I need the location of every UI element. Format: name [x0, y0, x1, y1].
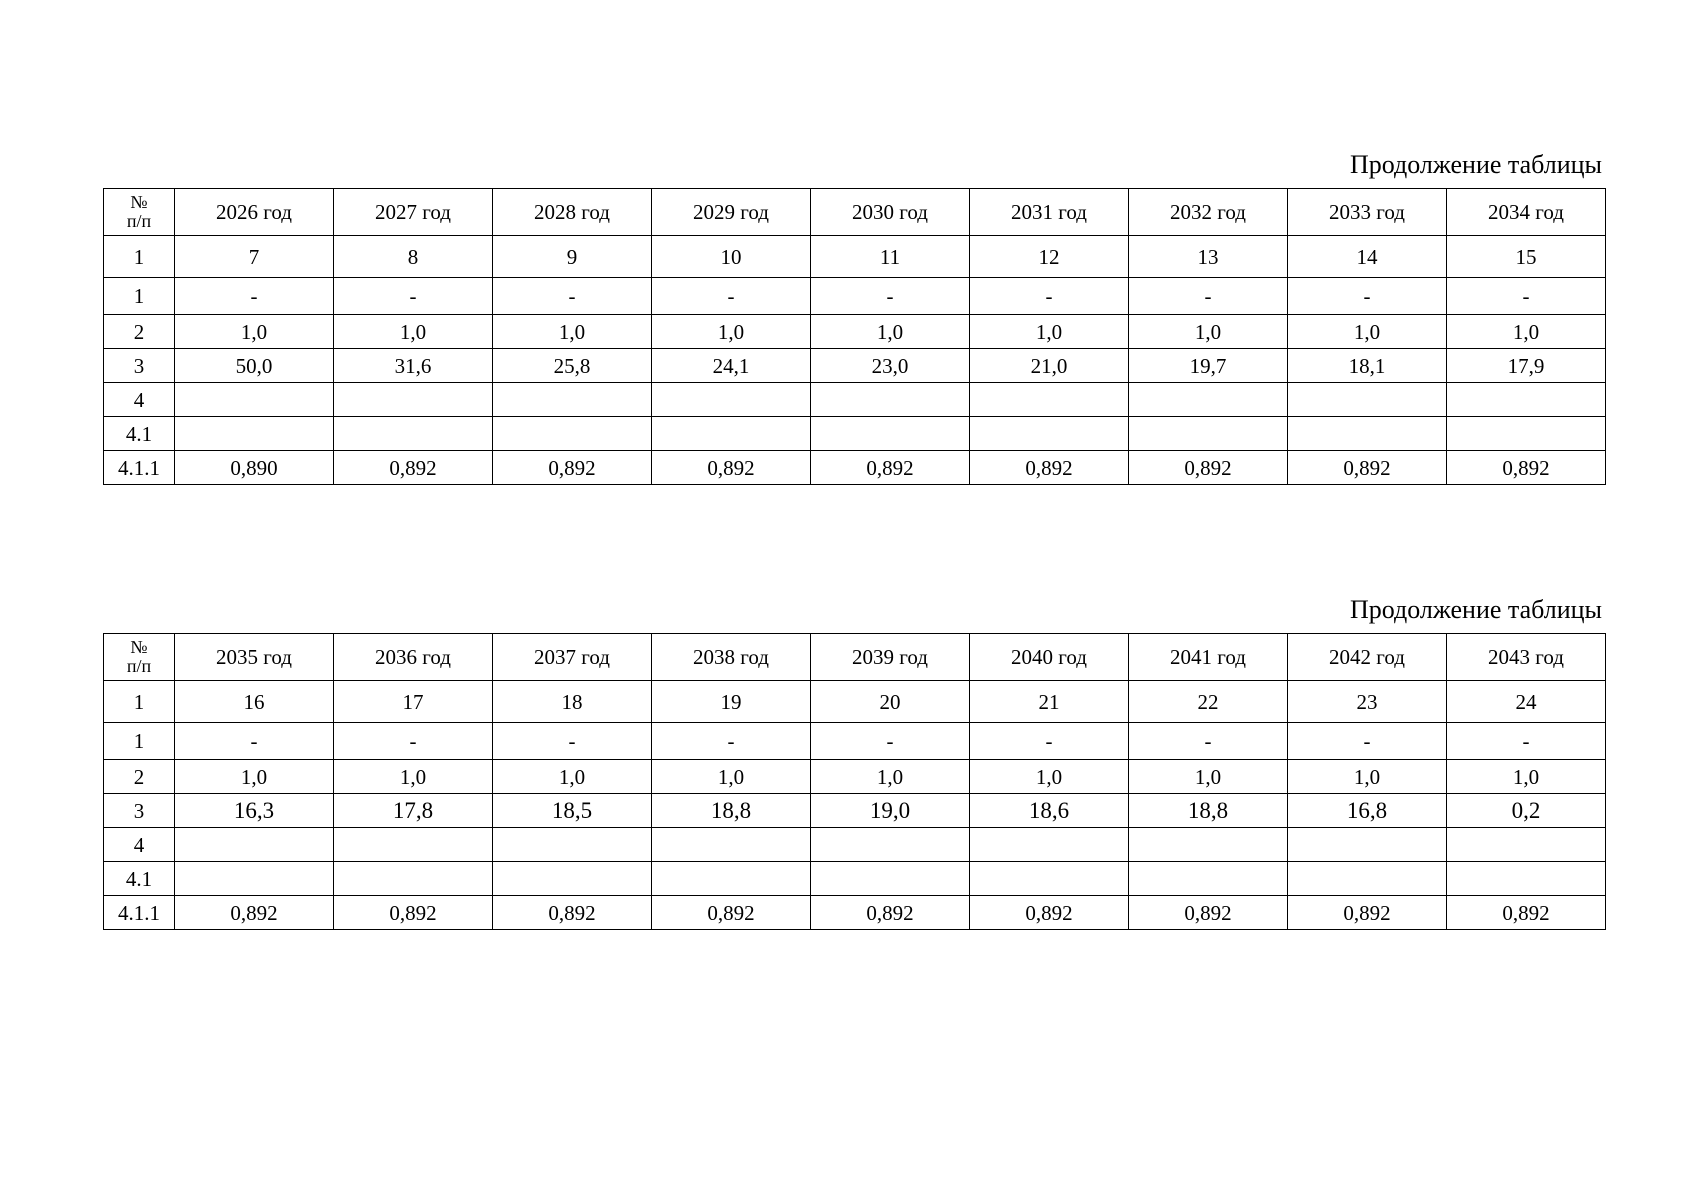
- table-cell: [1288, 383, 1447, 417]
- table-cell: [970, 417, 1129, 451]
- column-header: 2028 год: [493, 189, 652, 236]
- table-cell: [493, 417, 652, 451]
- table-cell: 21,0: [970, 349, 1129, 383]
- table-cell: 15: [1447, 236, 1606, 278]
- table-row: [104, 349, 1606, 383]
- table-cell: [334, 862, 493, 896]
- table-cell: 11: [811, 236, 970, 278]
- row-number-header: № п/п: [104, 189, 175, 236]
- table-cell: -: [1447, 278, 1606, 315]
- table-cell: 18,5: [493, 794, 652, 828]
- table-cell: [1447, 862, 1606, 896]
- table-row: [104, 794, 1606, 828]
- table-cell: [175, 862, 334, 896]
- table-cell: [175, 417, 334, 451]
- table-cell: 1,0: [970, 760, 1129, 794]
- table-cell: 1,0: [493, 315, 652, 349]
- table-row: [104, 383, 1606, 417]
- table-cell: 18,1: [1288, 349, 1447, 383]
- table-cell: 10: [652, 236, 811, 278]
- column-header: 2031 год: [970, 189, 1129, 236]
- table-header-row: [104, 634, 1606, 681]
- table-row: [104, 723, 1606, 760]
- table-cell: 18,8: [1129, 794, 1288, 828]
- table-cell: 1,0: [1129, 760, 1288, 794]
- table-cell: -: [1447, 723, 1606, 760]
- table-cell: 0,892: [970, 896, 1129, 930]
- table-cell: 0,892: [334, 896, 493, 930]
- table-row: [104, 278, 1606, 315]
- table-cell: [493, 828, 652, 862]
- table-cell: 24,1: [652, 349, 811, 383]
- table-cell: 0,892: [175, 896, 334, 930]
- table-cell: [811, 862, 970, 896]
- table-row: [104, 862, 1606, 896]
- table-cell: [811, 828, 970, 862]
- column-header: 2027 год: [334, 189, 493, 236]
- table-cell: [175, 828, 334, 862]
- table-cell: -: [970, 723, 1129, 760]
- table-cell: [970, 862, 1129, 896]
- table-cell: 1,0: [1129, 315, 1288, 349]
- table-cell: 1,0: [334, 315, 493, 349]
- table-cell: 0,892: [1288, 896, 1447, 930]
- table-cell: [652, 383, 811, 417]
- table-row: [104, 315, 1606, 349]
- column-header: 2030 год: [811, 189, 970, 236]
- table-cell: 0,892: [1129, 896, 1288, 930]
- table-cell: 0,892: [652, 451, 811, 485]
- row-label: 2: [104, 760, 175, 794]
- table-cell: [1129, 417, 1288, 451]
- table-cell: -: [811, 278, 970, 315]
- table-caption: Продолжение таблицы: [1350, 595, 1602, 624]
- table-cell: 13: [1129, 236, 1288, 278]
- table-cell: 16,3: [175, 794, 334, 828]
- table-cell: -: [970, 278, 1129, 315]
- table-cell: [652, 828, 811, 862]
- table-cell: 19,7: [1129, 349, 1288, 383]
- table-cell: -: [811, 723, 970, 760]
- table-cell: 1,0: [1447, 315, 1606, 349]
- table-cell: [652, 862, 811, 896]
- table-cell: 0,892: [1288, 451, 1447, 485]
- table-row: [104, 896, 1606, 930]
- table-cell: 17,9: [1447, 349, 1606, 383]
- table-cell: 18: [493, 681, 652, 723]
- table-cell: 0,892: [811, 451, 970, 485]
- row-label: 4: [104, 383, 175, 417]
- table-row: [104, 760, 1606, 794]
- table-cell: 17: [334, 681, 493, 723]
- table-cell: -: [493, 723, 652, 760]
- table-cell: 0,2: [1447, 794, 1606, 828]
- table-cell: 0,892: [493, 451, 652, 485]
- column-header: 2036 год: [334, 634, 493, 681]
- table-cell: [175, 383, 334, 417]
- table-cell: [652, 417, 811, 451]
- table-cell: 16,8: [1288, 794, 1447, 828]
- table-cell: [334, 383, 493, 417]
- table-cell: [1129, 828, 1288, 862]
- table-cell: -: [493, 278, 652, 315]
- table-cell: [1129, 862, 1288, 896]
- table-cell: -: [1129, 278, 1288, 315]
- column-header: 2039 год: [811, 634, 970, 681]
- table-cell: 16: [175, 681, 334, 723]
- table-cell: 1,0: [652, 315, 811, 349]
- table-cell: -: [652, 723, 811, 760]
- table-cell: [1447, 383, 1606, 417]
- table-cell: [1129, 383, 1288, 417]
- table-cell: 50,0: [175, 349, 334, 383]
- table-cell: [811, 417, 970, 451]
- table-cell: 1,0: [1288, 315, 1447, 349]
- table-cell: 21: [970, 681, 1129, 723]
- table-cell: [493, 862, 652, 896]
- table-cell: 31,6: [334, 349, 493, 383]
- row-label: 4.1: [104, 862, 175, 896]
- table-cell: [1288, 862, 1447, 896]
- column-header: 2033 год: [1288, 189, 1447, 236]
- table-cell: 19,0: [811, 794, 970, 828]
- table-cell: [970, 383, 1129, 417]
- table-cell: 0,892: [652, 896, 811, 930]
- column-header: 2042 год: [1288, 634, 1447, 681]
- table-cell: [493, 383, 652, 417]
- table-cell: 0,892: [1447, 451, 1606, 485]
- table-cell: 0,892: [1447, 896, 1606, 930]
- table-cell: -: [1129, 723, 1288, 760]
- table-cell: 0,892: [811, 896, 970, 930]
- table-cell: 23: [1288, 681, 1447, 723]
- table-cell: 20: [811, 681, 970, 723]
- table-cell: [1288, 828, 1447, 862]
- column-header: 2038 год: [652, 634, 811, 681]
- table-cell: [334, 417, 493, 451]
- table-cell: 1,0: [175, 760, 334, 794]
- column-header: 2040 год: [970, 634, 1129, 681]
- table-cell: 0,892: [334, 451, 493, 485]
- row-label: 2: [104, 315, 175, 349]
- table-cell: 18,6: [970, 794, 1129, 828]
- table-cell: 7: [175, 236, 334, 278]
- table-cell: 1,0: [175, 315, 334, 349]
- table-cell: -: [1288, 723, 1447, 760]
- table-cell: 0,890: [175, 451, 334, 485]
- column-header: 2035 год: [175, 634, 334, 681]
- row-label: 3: [104, 794, 175, 828]
- table-cell: -: [334, 278, 493, 315]
- row-label: 3: [104, 349, 175, 383]
- column-index-row: [104, 236, 1606, 278]
- column-header: 2037 год: [493, 634, 652, 681]
- column-header: 2043 год: [1447, 634, 1606, 681]
- row-number-header: № п/п: [104, 634, 175, 681]
- row-label: 1: [104, 681, 175, 723]
- table-cell: 23,0: [811, 349, 970, 383]
- table-cell: 1,0: [1288, 760, 1447, 794]
- table-cell: 19: [652, 681, 811, 723]
- table-cell: 22: [1129, 681, 1288, 723]
- table-cell: [811, 383, 970, 417]
- table-cell: 0,892: [493, 896, 652, 930]
- table-cell: 1,0: [1447, 760, 1606, 794]
- table-cell: -: [1288, 278, 1447, 315]
- table-cell: 8: [334, 236, 493, 278]
- column-header: 2032 год: [1129, 189, 1288, 236]
- table-cell: 14: [1288, 236, 1447, 278]
- data-table-2026-2034: [103, 188, 1606, 485]
- row-label: 1: [104, 723, 175, 760]
- column-header: 2034 год: [1447, 189, 1606, 236]
- table-cell: [1447, 828, 1606, 862]
- table-cell: [334, 828, 493, 862]
- row-label: 4.1.1: [104, 896, 175, 930]
- table-cell: 25,8: [493, 349, 652, 383]
- column-header: 2026 год: [175, 189, 334, 236]
- table-row: [104, 417, 1606, 451]
- row-label: 4.1.1: [104, 451, 175, 485]
- row-label: 4.1: [104, 417, 175, 451]
- table-cell: -: [175, 723, 334, 760]
- table-cell: -: [652, 278, 811, 315]
- row-label: 4: [104, 828, 175, 862]
- row-label: 1: [104, 236, 175, 278]
- table-cell: [1447, 417, 1606, 451]
- table-row: [104, 828, 1606, 862]
- column-header: 2041 год: [1129, 634, 1288, 681]
- table-cell: 18,8: [652, 794, 811, 828]
- table-header-row: [104, 189, 1606, 236]
- data-table-2035-2043: [103, 633, 1606, 930]
- table-cell: 17,8: [334, 794, 493, 828]
- table-cell: 1,0: [334, 760, 493, 794]
- table-cell: 1,0: [493, 760, 652, 794]
- table-cell: 1,0: [970, 315, 1129, 349]
- table-cell: 0,892: [1129, 451, 1288, 485]
- table-cell: 24: [1447, 681, 1606, 723]
- row-label: 1: [104, 278, 175, 315]
- table-row: [104, 451, 1606, 485]
- table-cell: [970, 828, 1129, 862]
- table-cell: 1,0: [811, 315, 970, 349]
- table-cell: -: [175, 278, 334, 315]
- table-cell: 9: [493, 236, 652, 278]
- table-cell: 1,0: [811, 760, 970, 794]
- column-index-row: [104, 681, 1606, 723]
- table-cell: 12: [970, 236, 1129, 278]
- table-caption: Продолжение таблицы: [1350, 150, 1602, 179]
- table-cell: 0,892: [970, 451, 1129, 485]
- table-cell: 1,0: [652, 760, 811, 794]
- column-header: 2029 год: [652, 189, 811, 236]
- table-cell: -: [334, 723, 493, 760]
- table-cell: [1288, 417, 1447, 451]
